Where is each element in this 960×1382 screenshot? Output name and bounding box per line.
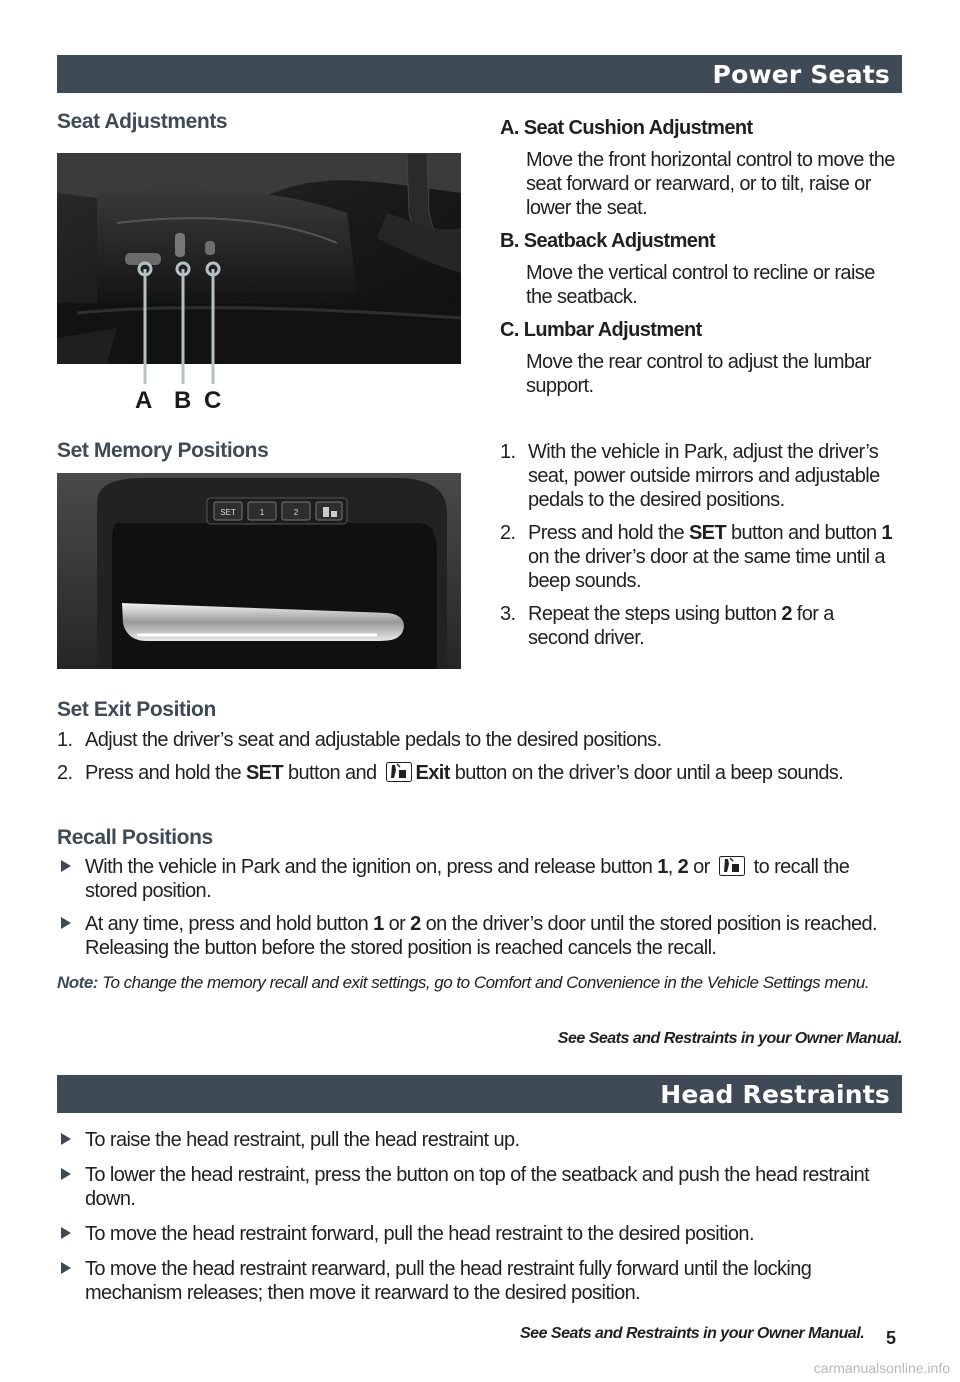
recall-bullet-2: At any time, press and hold button 1 or 2 on the driver’s door until the stored position is reached. Releasing the button before the stored position is reached cancels the recall. xyxy=(57,912,902,960)
head-restraints-reference: See Seats and Restraints in your Owner Manual. xyxy=(520,1325,865,1342)
exit-step-1: 1. Adjust the driver’s seat and adjustable pedals to the desired positions. xyxy=(57,729,662,751)
set-key-label: SET xyxy=(220,508,236,517)
triangle-bullet-icon xyxy=(61,917,71,929)
seat-cushion-title: A. Seat Cushion Adjustment xyxy=(500,117,753,139)
memory-steps xyxy=(500,440,895,659)
triangle-bullet-icon xyxy=(61,1227,71,1239)
head-restraints-banner xyxy=(57,1075,902,1113)
key-1-label: 1 xyxy=(259,508,265,517)
callout-label-a: A xyxy=(135,387,153,414)
door-panel-illustration xyxy=(57,473,461,669)
triangle-bullet-icon xyxy=(61,1133,71,1145)
watermark: carmanualsonline.info xyxy=(813,1360,950,1376)
memory-step-2: 2. Press and hold the SET button and button 1 on the driver’s door at the same time until a beep sounds. xyxy=(500,522,892,592)
exit-heading: Set Exit Position xyxy=(57,698,216,721)
seatback-text: Move the vertical control to recline or raise the seatback. xyxy=(526,262,875,308)
head-restraints-list xyxy=(57,1128,902,1314)
recall-list xyxy=(57,855,902,969)
seat-controls-photo xyxy=(57,153,461,364)
page-number: 5 xyxy=(886,1328,897,1348)
memory-step-1: 1. With the vehicle in Park, adjust the driver’s seat, power outside mirrors and adjustable pedals to the desired positions. xyxy=(500,441,880,511)
lumbar-text: Move the rear control to adjust the lumbar support. xyxy=(526,351,871,397)
seat-adjustments-heading: Seat Adjustments xyxy=(57,110,228,133)
callout-label-b: B xyxy=(174,387,192,414)
power-seats-title: Power Seats xyxy=(712,60,890,89)
seatback-title: B. Seatback Adjustment xyxy=(500,230,716,252)
power-seats-banner xyxy=(57,55,902,93)
head-restraint-bullet-3: To move the head restraint forward, pull the head restraint to the desired position. xyxy=(57,1222,902,1246)
head-restraints-title: Head Restraints xyxy=(660,1080,890,1109)
seat-controls-illustration xyxy=(57,153,461,364)
power-seats-reference: See Seats and Restraints in your Owner Manual. xyxy=(557,1030,902,1047)
lumbar-title: C. Lumbar Adjustment xyxy=(500,319,702,341)
recall-bullet-1: With the vehicle in Park and the ignition on, press and release button 1, 2 or to recall the stored position. xyxy=(57,855,902,903)
seat-exit-icon xyxy=(386,762,412,782)
exit-steps xyxy=(57,728,902,794)
key-2-label: 2 xyxy=(293,508,299,517)
memory-step-3: 3. Repeat the steps using button 2 for a second driver. xyxy=(500,603,834,649)
memory-heading: Set Memory Positions xyxy=(57,439,269,462)
note: Note: To change the memory recall and exit settings, go to Comfort and Convenience in the Vehicle Settings menu. xyxy=(57,973,870,992)
recall-heading: Recall Positions xyxy=(57,826,213,849)
callout-label-c: C xyxy=(204,387,222,414)
triangle-bullet-icon xyxy=(61,1168,71,1180)
exit-step-2: 2. Press and hold the SET button and Exit button on the driver’s door until a beep sounds. xyxy=(57,762,844,784)
triangle-bullet-icon xyxy=(61,860,71,872)
seat-adjustment-list xyxy=(500,116,900,407)
head-restraint-bullet-2: To lower the head restraint, press the button on top of the seatback and push the head restraint down. xyxy=(57,1163,902,1211)
seat-cushion-text: Move the front horizontal control to move the seat forward or rearward, or to tilt, raise or lower the seat. xyxy=(526,149,895,219)
callout-lines xyxy=(57,364,217,384)
memory-buttons-photo xyxy=(57,473,461,669)
head-restraint-bullet-1: To raise the head restraint, pull the head restraint up. xyxy=(57,1128,902,1152)
seat-exit-icon xyxy=(719,856,745,876)
triangle-bullet-icon xyxy=(61,1262,71,1274)
head-restraint-bullet-4: To move the head restraint rearward, pull the head restraint fully forward until the locking mechanism releases; then move it rearward to the desired position. xyxy=(57,1257,902,1305)
